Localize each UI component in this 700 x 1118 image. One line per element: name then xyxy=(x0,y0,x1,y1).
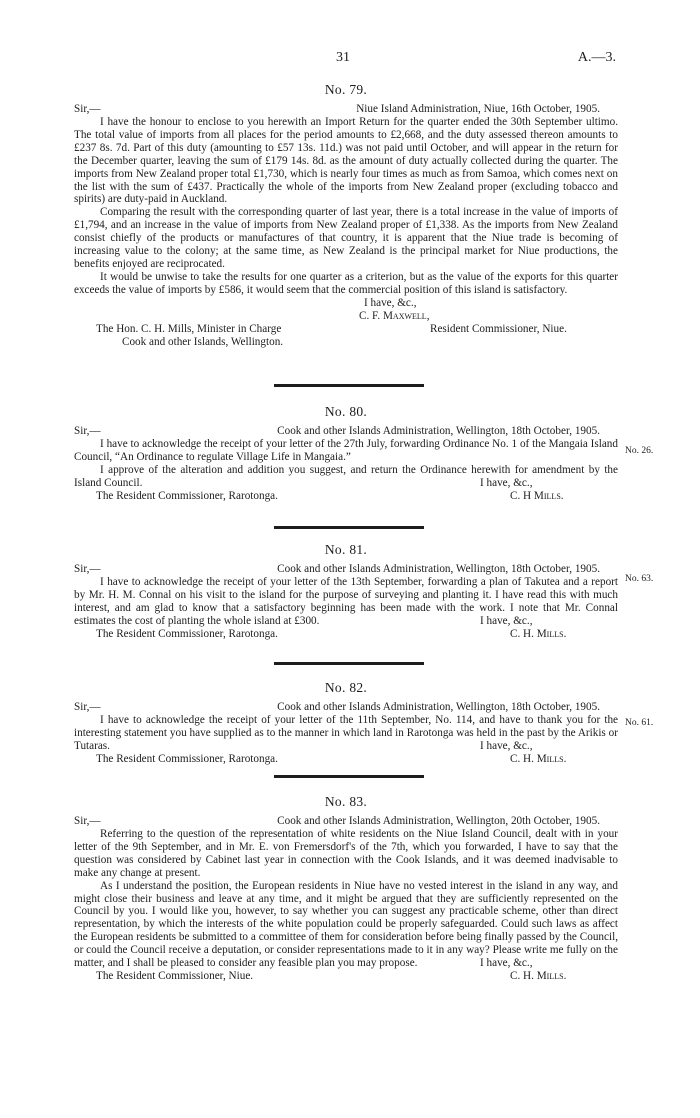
margin-note: No. 26. xyxy=(625,446,654,456)
paragraph: Referring to the question of the representation of white residents on the Niue Island Council, dealt with in your letter of the 9th September, and in Mr. E. von Fremersdorf's of the 7th, which you forwarded, I have to say that the question was considered by Cabinet last year in connection with the Cook Islands, and it was deemed inadvisable to make any change at present. xyxy=(74,828,618,879)
section-divider xyxy=(274,526,424,529)
paragraph: I have the honour to enclose to you herewith an Import Return for the quarter ended the 30th September ultimo. The total value of imports from all places for the period amounts to £2,668, and the duty assessed thereon amounts to £237 8s. 7d. Part of this duty (amounting to £57 13s. 11d.) was not paid until October, and will appear in the return for the December quarter, leaving the sum of £179 14s. 8d. as the amount of duty actually collected during the quarter. The imports from New Zealand proper total £1,730, which is nearly four times as much as from Samoa, which comes next on the list with the sum of £437. Practically the whole of the imports from New Zealand proper (excluding tobacco and spirits) are duty-paid in Auckland. xyxy=(74,116,618,206)
section-divider xyxy=(274,662,424,665)
letter-83 xyxy=(74,794,618,983)
signature: C. H. Mills. xyxy=(510,627,567,640)
addressee-line-2: Cook and other Islands, Wellington. xyxy=(122,335,284,348)
letter-79 xyxy=(74,82,618,349)
paragraph: I have to acknowledge the receipt of your letter of the 27th July, forwarding Ordinance No. 1 of the Mangaia Island Council, “An Ordinance to regulate Village Life in Mangaia.” xyxy=(74,438,618,463)
signature: C. F. Maxwell, xyxy=(359,309,430,322)
letter-80 xyxy=(74,404,618,503)
closing: I have, &c., xyxy=(364,296,417,309)
page-number: 31 xyxy=(336,50,350,65)
letter-82 xyxy=(74,680,618,766)
letter-address: Cook and other Islands Administration, Wellington, 18th October, 1905. xyxy=(277,563,600,575)
signature-title: Resident Commissioner, Niue. xyxy=(430,322,567,335)
section-divider xyxy=(274,775,424,778)
salutation: Sir,— xyxy=(74,425,101,437)
letter-address: Cook and other Islands Administration, Wellington, 18th October, 1905. xyxy=(277,425,600,437)
paragraph: Comparing the result with the corresponding quarter of last year, there is a total increase in the value of imports of £1,794, and an increase in the value of imports from New Zealand proper of £1,338. As the imports from New Zealand consist chiefly of the products or manufactures of that country, it is apparent that the Niue trade is becoming of increasing value to the colony; at the same time, as New Zealand is the principal market for Niue productions, the benefits enjoyed are reciprocated. xyxy=(74,206,618,270)
salutation: Sir,— xyxy=(74,701,101,713)
paragraph: It would be unwise to take the results for one quarter as a criterion, but as the value of the exports for this quarter exceeds the value of imports by £586, it would seem that the commercial position of this island is satisfactory. xyxy=(74,270,618,296)
addressee: The Resident Commissioner, Rarotonga. xyxy=(96,489,278,502)
salutation: Sir,— xyxy=(74,563,101,575)
margin-note: No. 63. xyxy=(625,574,654,584)
addressee: The Resident Commissioner, Rarotonga. xyxy=(96,752,278,765)
page-reference: A.—3. xyxy=(577,50,616,65)
letter-address: Cook and other Islands Administration, Wellington, 20th October, 1905. xyxy=(277,815,600,827)
letter-heading: No. 79. xyxy=(324,82,368,97)
section-divider xyxy=(274,384,424,387)
closing: I have, &c., xyxy=(480,956,533,969)
paragraph: I have to acknowledge the receipt of your letter of the 11th September, No. 114, and have to thank you for the interesting statement you have supplied as to the manner in which land in Rarotonga was held in the past by the Arikis or Tutaras. xyxy=(74,714,618,752)
letter-heading: No. 82. xyxy=(324,680,368,695)
paragraph: As I understand the position, the European residents in Niue have no vested interest in the island in any way, and might close their business and leave at any time, and it might be argued that they are sufficiently represented on the Council by you. I would like you, however, to say whether you can suggest any practicable scheme, other than direct representation, by which the interests of the white population could be properly safeguarded. Could such laws as affect the European residents be submitted to a committee of them for consideration before being finally passed by the Council, or could the Council receive a deputation, or consider representations made to it in any way? Please write me fully on the matter, and I shall be pleased to consider any feasible plan you may propose. xyxy=(74,879,618,970)
signature: C. H Mills. xyxy=(510,489,564,502)
paragraph: I have to acknowledge the receipt of your letter of the 13th September, forwarding a plan of Takutea and a report by Mr. H. M. Connal on his visit to the island for the purpose of surveying and planting it. I have read this with much interest, and am glad to know that a satisfactory beginning has been made with the work. I note that Mr. Connal estimates the cost of planting the whole island at £300. xyxy=(74,576,618,627)
margin-note: No. 61. xyxy=(625,718,654,728)
letter-heading: No. 81. xyxy=(324,542,368,557)
closing: I have, &c., xyxy=(480,739,533,752)
closing: I have, &c., xyxy=(480,614,533,627)
closing: I have, &c., xyxy=(480,476,533,489)
salutation: Sir,— xyxy=(74,815,101,827)
salutation: Sir,— xyxy=(74,103,101,115)
letter-address: Niue Island Administration, Niue, 16th October, 1905. xyxy=(356,103,600,115)
letter-heading: No. 80. xyxy=(324,404,368,419)
letter-heading: No. 83. xyxy=(324,794,368,809)
signature: C. H. Mills. xyxy=(510,752,567,765)
addressee: The Resident Commissioner, Niue. xyxy=(96,969,254,982)
paragraph: I approve of the alteration and addition you suggest, and return the Ordinance herewith for amendment by the Island Council. xyxy=(74,463,618,489)
letter-81 xyxy=(74,542,618,641)
addressee: The Hon. C. H. Mills, Minister in Charge xyxy=(96,322,282,335)
signature: C. H. Mills. xyxy=(510,969,567,982)
letter-address: Cook and other Islands Administration, Wellington, 18th October, 1905. xyxy=(277,701,600,713)
addressee: The Resident Commissioner, Rarotonga. xyxy=(96,627,278,640)
